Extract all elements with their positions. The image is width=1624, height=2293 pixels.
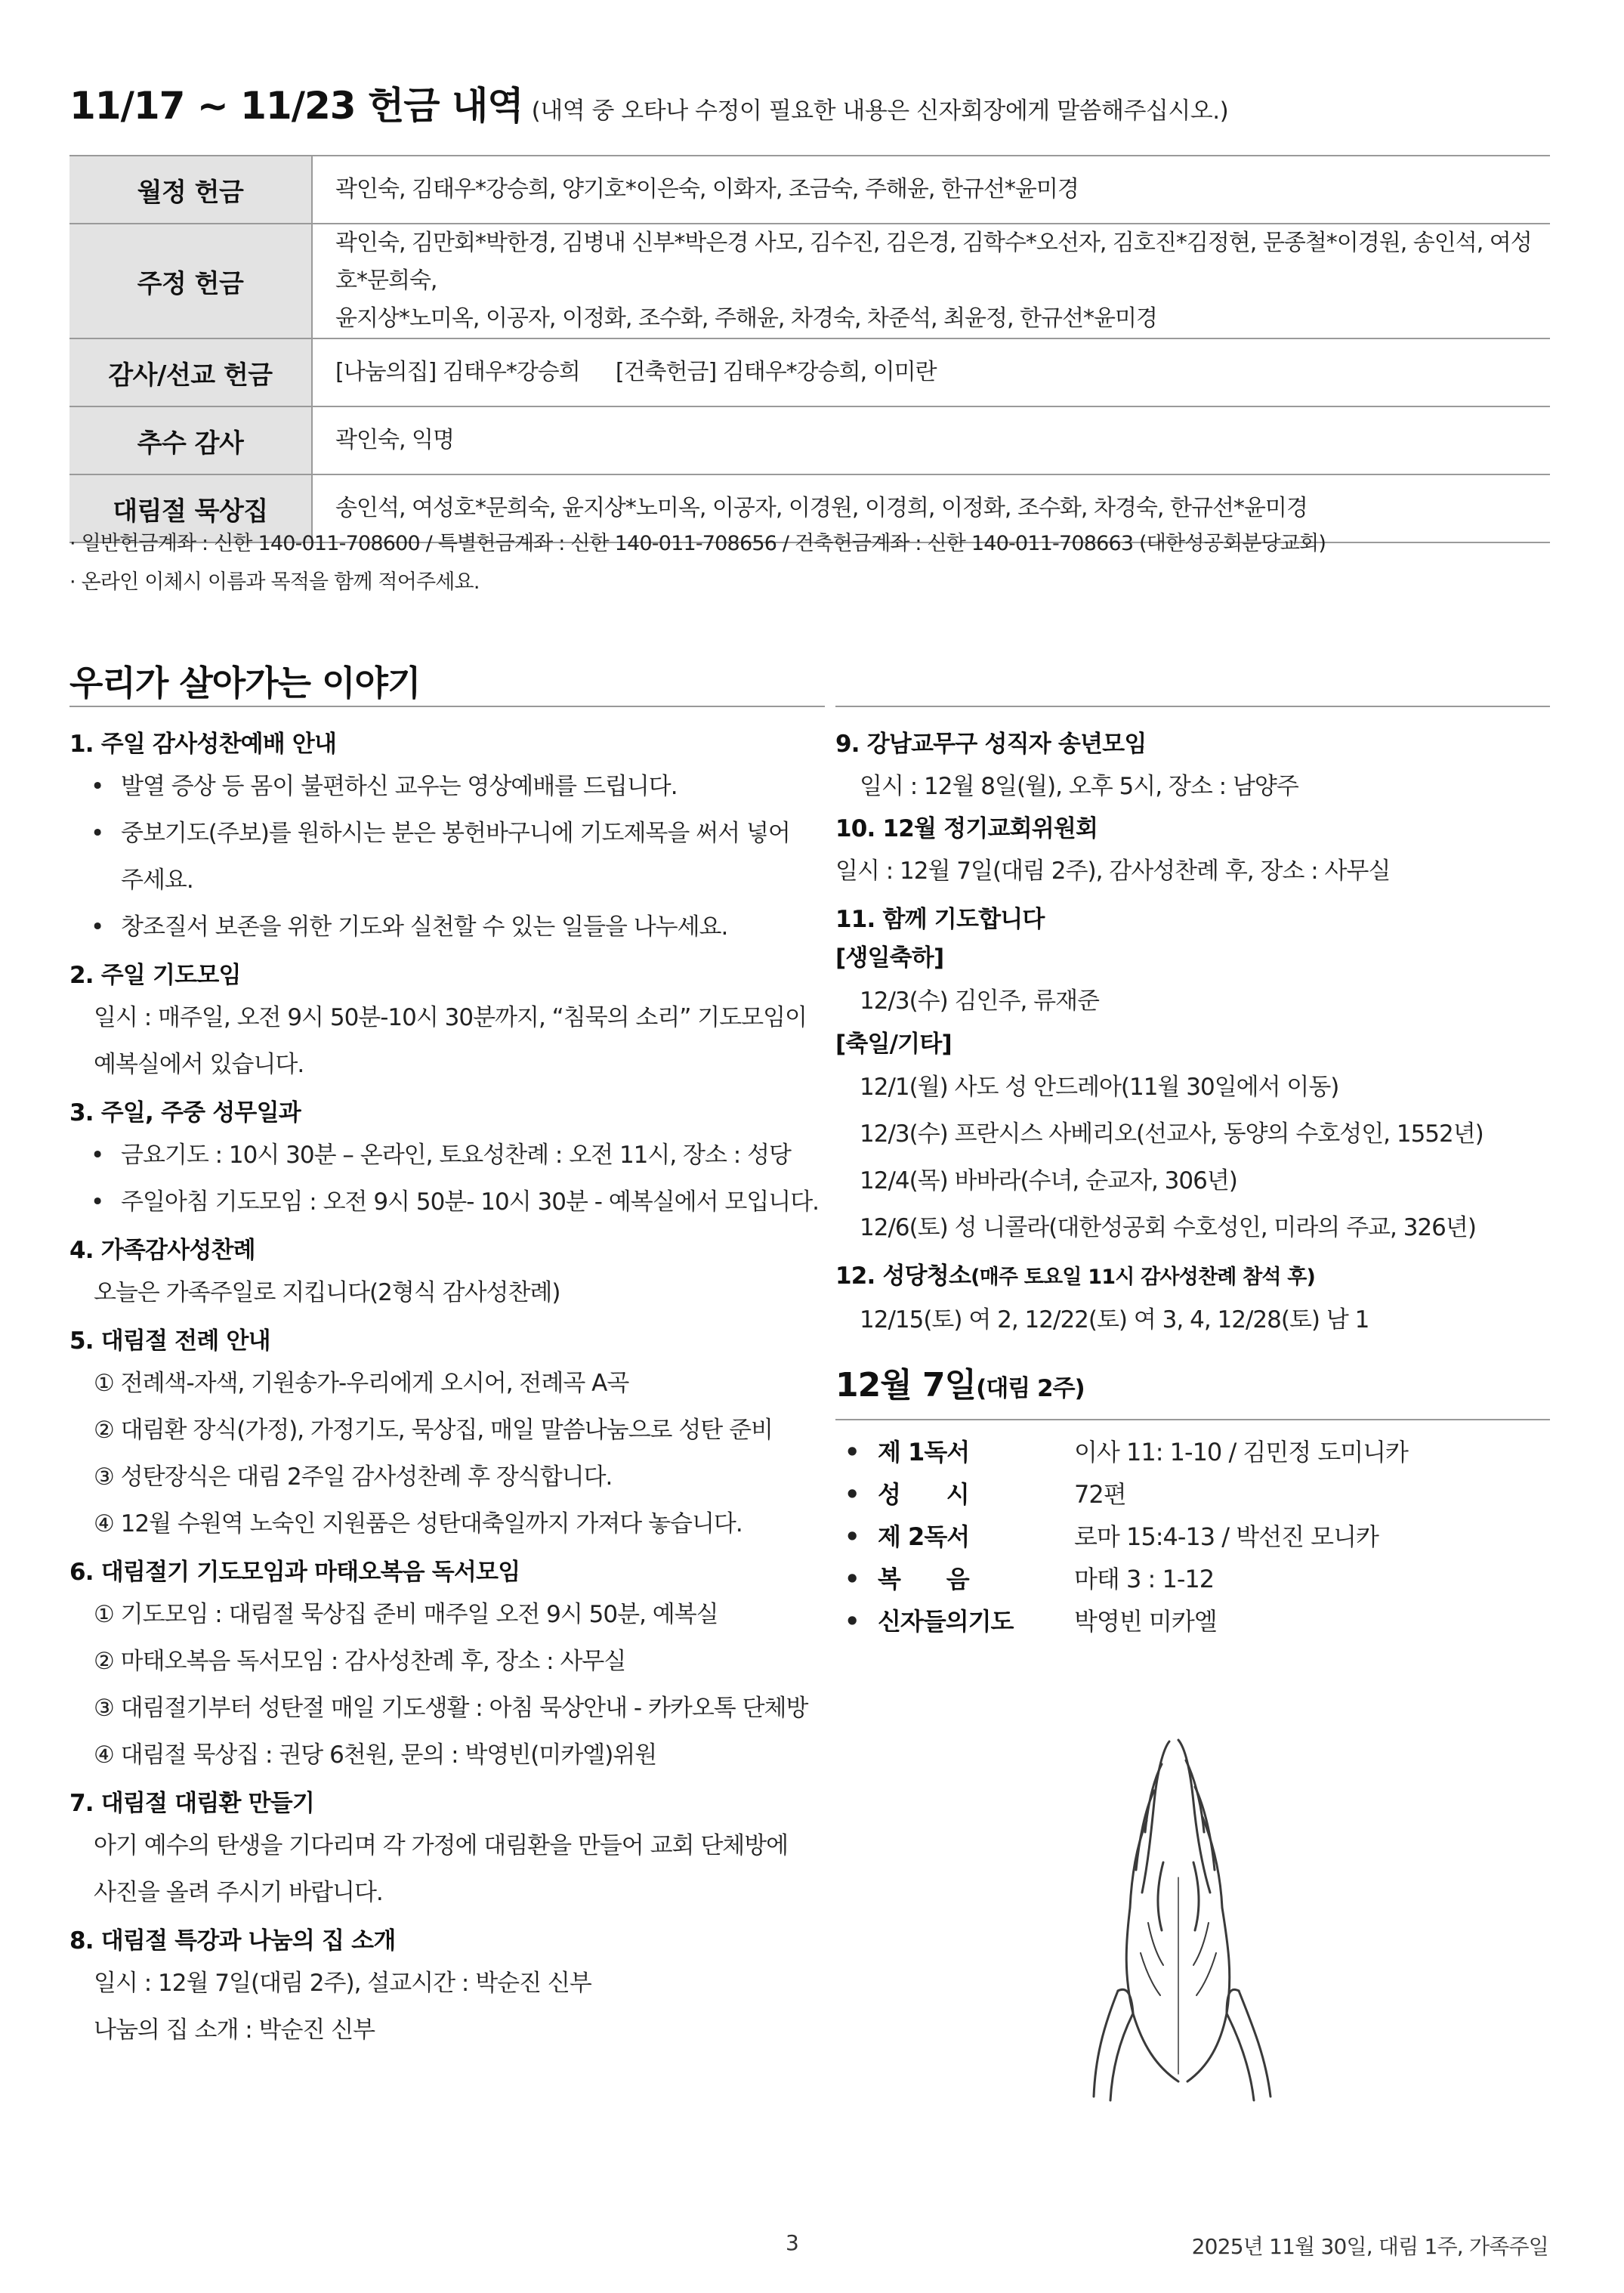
row-tag: [건축헌금]: [615, 359, 717, 385]
list-item: • 중보기도(주보)를 원하시는 분은 봉헌바구니에 기도제목을 써서 넣어: [69, 810, 825, 857]
news-left-column: [69, 725, 825, 2054]
praying-hands-icon: [1073, 1726, 1299, 2104]
item-heading-note: (매주 토요일 11시 감사성찬례 참석 후): [971, 1265, 1316, 1289]
item-heading: 7. 대림절 대림환 만들기: [69, 1790, 315, 1817]
divider: [835, 706, 1550, 707]
table-row: [69, 406, 1550, 474]
item-heading: 10. 12월 정기교회위원회: [835, 815, 1098, 842]
list-item-text: 금요기도 : 10시 30분 – 온라인, 토요성찬례 : 오전 11시, 장소 : 성당: [121, 1142, 791, 1169]
row-value-line: 곽인숙, 김만회*박한경, 김병내 신부*박은경 사모, 김수진, 김은경, 김학수*오선자, 김호진*김정현, 문종철*이경원, 송인석, 여성호*문희숙,: [335, 230, 1532, 294]
divider: [835, 1419, 1550, 1420]
item-line: 12/1(월) 사도 성 안드레아(11월 30일에서 이동): [860, 1074, 1339, 1101]
item-line: 아기 예수의 탄생을 기다리며 각 가정에 대림환을 만들어 교회 단체방에: [94, 1832, 789, 1859]
item-line: 오늘은 가족주일로 지킵니다(2형식 감사성찬례): [94, 1279, 560, 1306]
item-line: ④ 대림절 묵상집 : 권당 6천원, 문의 : 박영빈(미카엘)위원: [94, 1741, 657, 1769]
reading-label: 제 2독서: [878, 1522, 970, 1551]
item-heading: 1. 주일 감사성찬예배 안내: [69, 731, 337, 758]
item-line: 12/6(토) 성 니콜라(대한성공회 수호성인, 미라의 주교, 326년): [860, 1214, 1476, 1241]
reading-row: • 제 2독서 로마 15:4-13 / 박선진 모니카: [835, 1516, 1550, 1558]
row-value-part: 김태우*강승희: [442, 359, 580, 385]
row-tag: [나눔의집]: [335, 359, 437, 385]
divider: [69, 706, 825, 707]
reading-value: 로마 15:4-13 / 박선진 모니카: [1074, 1522, 1379, 1551]
row-value: 곽인숙, 김태우*강승희, 양기호*이은숙, 이화자, 조금숙, 주해윤, 한규선*윤미경: [312, 156, 1550, 224]
list-item-cont: 주세요.: [121, 867, 193, 894]
item-heading: 6. 대림절기 기도모임과 마태오복음 독서모임: [69, 1559, 520, 1586]
row-value: 송인석, 여성호*문희숙, 윤지상*노미옥, 이공자, 이경원, 이경희, 이정화, 조수화, 차경숙, 한규선*윤미경: [312, 474, 1550, 542]
item-line: 사진을 올려 주시기 바랍니다.: [94, 1879, 383, 1906]
account-info: · 일반헌금계좌 : 신한 140-011-708600 / 특별헌금계좌 : 신한 140-011-708656 / 건축헌금계좌 : 신한 140-011-708663 (대한성공회분당교회): [69, 532, 1326, 555]
row-value: [312, 224, 1550, 338]
offering-header: [69, 76, 1550, 130]
table-row: [69, 156, 1550, 224]
readings-title: [835, 1363, 1550, 1411]
item-heading-main: 12. 성당청소: [835, 1262, 971, 1290]
list-item: • 주일아침 기도모임 : 오전 9시 50분- 10시 30분 - 예복실에서 모입니다.: [69, 1179, 825, 1225]
item-line: 12/3(수) 김인주, 류재준: [860, 987, 1099, 1015]
reading-row: • 신자들의기도 박영빈 미카엘: [835, 1600, 1550, 1642]
reading-value: 마태 3 : 1-12: [1074, 1565, 1215, 1593]
row-label: 주정 헌금: [69, 224, 312, 338]
readings-date: 12월 7일: [835, 1366, 977, 1405]
item-heading: [835, 1257, 1550, 1296]
item-line: 12/15(토) 여 2, 12/22(토) 여 3, 4, 12/28(토) 남 1: [860, 1306, 1369, 1333]
footer-date: 2025년 11월 30일, 대림 1주, 가족주일: [1191, 2234, 1548, 2259]
reading-value: 이사 11: 1-10 / 김민정 도미니카: [1074, 1438, 1408, 1466]
row-label: 감사/선교 헌금: [69, 338, 312, 406]
item-heading: 3. 주일, 주중 성무일과: [69, 1099, 301, 1126]
reading-label: 성 시: [878, 1480, 969, 1509]
list-item-text: 중보기도(주보)를 원하시는 분은 봉헌바구니에 기도제목을 써서 넣어: [121, 820, 790, 847]
readings-week: (대림 2주): [976, 1375, 1085, 1402]
reading-label: 신자들의기도: [878, 1607, 1014, 1636]
reading-value: 박영빈 미카엘: [1074, 1607, 1217, 1636]
list-item-text: 발열 증상 등 몸이 불편하신 교우는 영상예배를 드립니다.: [121, 773, 678, 800]
offering-table: [69, 155, 1550, 543]
row-label: 추수 감사: [69, 406, 312, 474]
page-number: 3: [786, 2230, 799, 2255]
item-line: 예복실에서 있습니다.: [94, 1051, 304, 1078]
reading-label: 제 1독서: [878, 1438, 970, 1466]
transfer-note: · 온라인 이체시 이름과 목적을 함께 적어주세요.: [69, 570, 480, 594]
list-item: • 창조질서 보존을 위한 기도와 실천할 수 있는 일들을 나누세요.: [69, 904, 825, 950]
item-line: ① 기도모임 : 대림절 묵상집 준비 매주일 오전 9시 50분, 예복실: [94, 1601, 718, 1628]
item-heading: 8. 대림절 특강과 나눔의 집 소개: [69, 1927, 396, 1955]
item-heading: 2. 주일 기도모임: [69, 962, 241, 989]
subheading: [축일/기타]: [835, 1031, 952, 1058]
item-heading: 11. 함께 기도합니다: [835, 906, 1045, 933]
reading-row: • 성 시 72편: [835, 1473, 1550, 1516]
item-line: 일시 : 12월 8일(월), 오후 5시, 장소 : 남양주: [860, 773, 1298, 800]
item-line: ③ 대림절기부터 성탄절 매일 기도생활 : 아침 묵상안내 - 카카오톡 단체방: [94, 1695, 808, 1722]
item-heading: 4. 가족감사성찬례: [69, 1237, 255, 1264]
list-item: • 발열 증상 등 몸이 불편하신 교우는 영상예배를 드립니다.: [69, 763, 825, 810]
list-item-text: 주일아침 기도모임 : 오전 9시 50분- 10시 30분 - 예복실에서 모입니다.: [121, 1188, 820, 1216]
row-value-part: 김태우*강승희, 이미란: [722, 359, 937, 385]
news-title: 우리가 살아가는 이야기: [69, 663, 421, 703]
table-row: [69, 338, 1550, 406]
reading-value: 72편: [1074, 1480, 1126, 1509]
item-line: 12/4(목) 바바라(수녀, 순교자, 306년): [860, 1167, 1237, 1194]
item-line: ④ 12월 수원역 노숙인 지원품은 성탄대축일까지 가져다 놓습니다.: [94, 1510, 743, 1537]
item-line: ① 전례색-자색, 기원송가-우리에게 오시어, 전례곡 A곡: [94, 1370, 629, 1397]
table-row: [69, 224, 1550, 338]
reading-row: • 복 음 마태 3 : 1-12: [835, 1558, 1550, 1600]
item-line: ② 마태오복음 독서모임 : 감사성찬례 후, 장소 : 사무실: [94, 1648, 626, 1675]
item-line: 일시 : 12월 7일(대림 2주), 감사성찬례 후, 장소 : 사무실: [835, 858, 1391, 885]
news-right-column: [835, 725, 1550, 1642]
list-item: • 금요기도 : 10시 30분 – 온라인, 토요성찬례 : 오전 11시, 장소 : 성당: [69, 1132, 825, 1179]
item-heading: 9. 강남교무구 성직자 송년모임: [835, 731, 1147, 758]
reading-label: 복 음: [878, 1565, 969, 1593]
row-value-line: 윤지상*노미옥, 이공자, 이정화, 조수화, 주해윤, 차경숙, 차준석, 최윤정, 한규선*윤미경: [335, 305, 1157, 332]
item-line: 나눔의 집 소개 : 박순진 신부: [94, 2016, 375, 2044]
offering-note: (내역 중 오타나 수정이 필요한 내용은 신자회장에게 말씀해주십시오.): [531, 97, 1229, 125]
row-value: 곽인숙, 익명: [312, 406, 1550, 474]
item-line: ② 대림환 장식(가정), 가정기도, 묵상집, 매일 말씀나눔으로 성탄 준비: [94, 1417, 773, 1444]
item-line: ③ 성탄장식은 대림 2주일 감사성찬례 후 장식합니다.: [94, 1463, 613, 1491]
row-value: [312, 338, 1550, 406]
row-label: 월정 헌금: [69, 156, 312, 224]
item-heading: 5. 대림절 전례 안내: [69, 1327, 270, 1355]
item-line: 12/3(수) 프란시스 사베리오(선교사, 동양의 수호성인, 1552년): [860, 1120, 1484, 1148]
subheading: [생일축하]: [835, 944, 944, 972]
item-line: 일시 : 매주일, 오전 9시 50분-10시 30분까지, “침묵의 소리” 기도모임이: [94, 1004, 807, 1031]
row-label: 대림절 묵상집: [69, 474, 312, 542]
offering-title: 11/17 ~ 11/23 헌금 내역: [69, 84, 523, 128]
item-line: 일시 : 12월 7일(대림 2주), 설교시간 : 박순진 신부: [94, 1970, 591, 1997]
reading-row: • 제 1독서 이사 11: 1-10 / 김민정 도미니카: [835, 1431, 1550, 1473]
list-item-text: 창조질서 보존을 위한 기도와 실천할 수 있는 일들을 나누세요.: [121, 913, 728, 941]
